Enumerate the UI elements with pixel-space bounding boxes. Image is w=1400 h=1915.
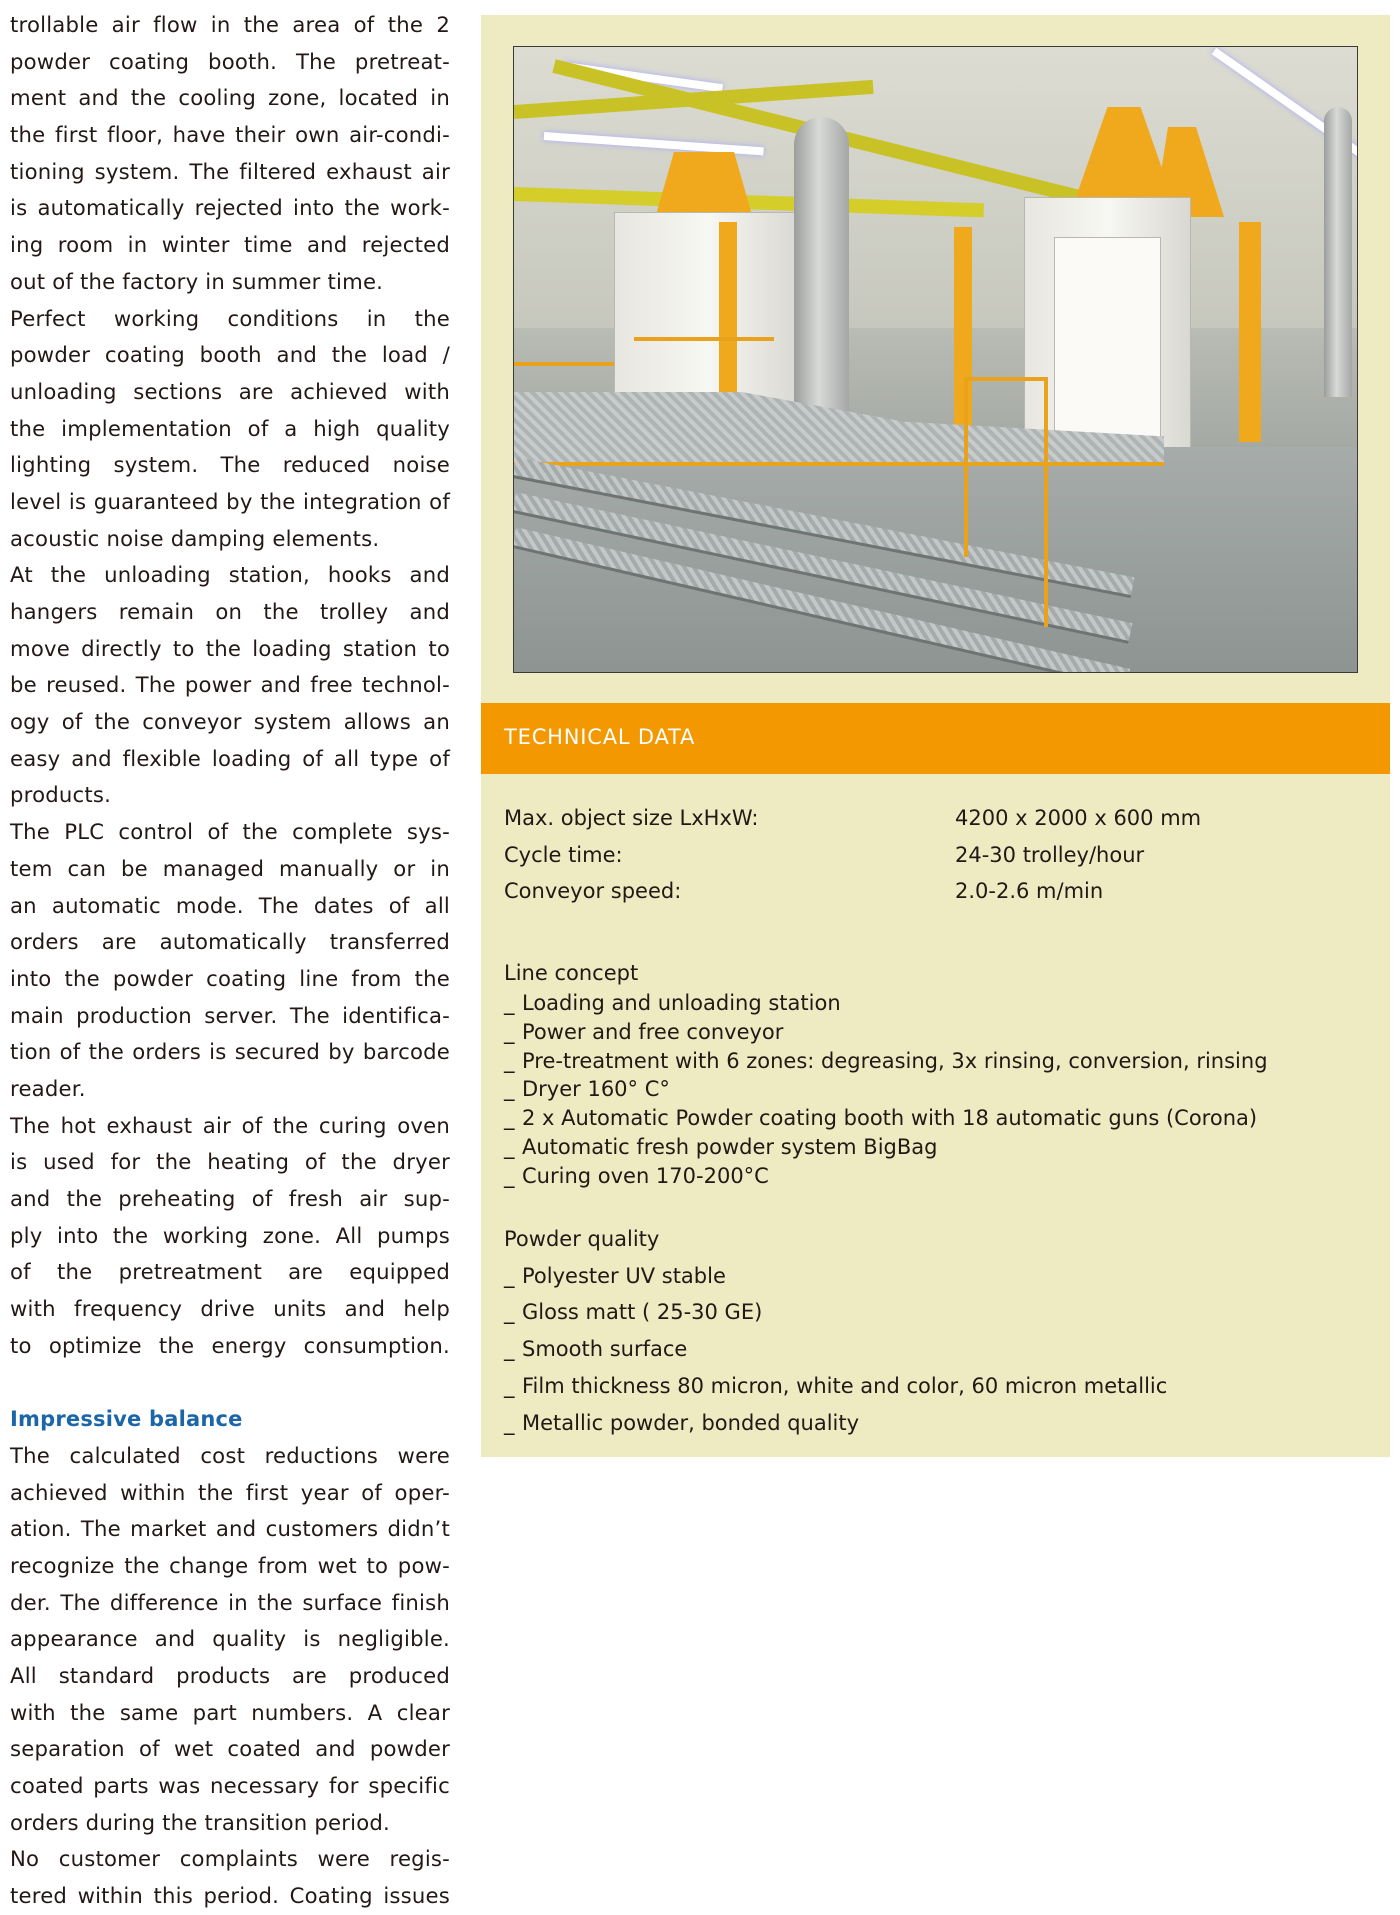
- booth-column: [719, 222, 737, 412]
- underscore-bullet-icon: _: [504, 990, 515, 1015]
- body-line: tem can be managed manually or in: [10, 855, 450, 881]
- line-concept-item: [504, 989, 1268, 1018]
- item-text: Power and free conveyor: [522, 1019, 784, 1044]
- body-line: achieved within the first year of oper-: [10, 1479, 450, 1505]
- body-line: level is guaranteed by the integration of: [10, 488, 450, 514]
- item-text: Film thickness 80 micron, white and color, 60 micron metallic: [522, 1373, 1168, 1398]
- body-line: products.: [10, 782, 112, 808]
- body-line: into the powder coating line from the: [10, 965, 450, 991]
- body-line: acoustic noise damping elements.: [10, 525, 380, 551]
- body-line: with frequency drive units and help: [10, 1296, 450, 1322]
- body-line: ment and the cooling zone, located in: [10, 85, 450, 111]
- body-line: powder coating booth and the load /: [10, 342, 450, 368]
- body-line: ing room in winter time and rejected: [10, 232, 450, 258]
- underscore-bullet-icon: _: [504, 1410, 515, 1435]
- powder-quality-title: Powder quality: [504, 1227, 660, 1251]
- underscore-bullet-icon: _: [504, 1106, 515, 1131]
- powder-quality-item: [504, 1368, 1167, 1405]
- body-line: No customer complaints were regis-: [10, 1846, 450, 1872]
- line-concept-item: [504, 1133, 1268, 1162]
- item-text: Smooth surface: [522, 1337, 688, 1362]
- line-concept-item: [504, 1047, 1268, 1076]
- body-line: an automatic mode. The dates of all: [10, 892, 450, 918]
- spec-value: 24-30 trolley/hour: [955, 842, 1145, 867]
- spec-row: [504, 837, 1364, 874]
- underscore-bullet-icon: _: [504, 1373, 515, 1398]
- railing-post: [964, 377, 968, 557]
- underscore-bullet-icon: _: [504, 1135, 515, 1160]
- technical-data-title: TECHNICAL DATA: [504, 725, 696, 749]
- item-text: Dryer 160° C°: [522, 1077, 670, 1102]
- line-concept-title: Line concept: [504, 961, 639, 985]
- body-line: is used for the heating of the dryer: [10, 1149, 450, 1175]
- body-line: of the pretreatment are equipped: [10, 1259, 450, 1285]
- powder-quality-item: [504, 1405, 1167, 1442]
- body-line: The hot exhaust air of the curing oven: [10, 1112, 450, 1138]
- underscore-bullet-icon: _: [504, 1019, 515, 1044]
- body-line: easy and flexible loading of all type of: [10, 745, 450, 771]
- exhaust-duct: [794, 117, 849, 447]
- body-line: and the preheating of fresh air sup-: [10, 1186, 450, 1211]
- body-line: tered within this period. Coating issues: [10, 1883, 450, 1909]
- body-line: ogy of the conveyor system allows an: [10, 709, 450, 735]
- underscore-bullet-icon: _: [504, 1077, 515, 1102]
- item-text: Polyester UV stable: [522, 1263, 726, 1288]
- item-text: Metallic powder, bonded quality: [522, 1410, 860, 1435]
- line-concept-item: [504, 1162, 1268, 1191]
- body-line: reader.: [10, 1075, 86, 1101]
- body-line: trollable air flow in the area of the 2: [10, 12, 450, 37]
- powder-quality-item: [504, 1258, 1167, 1295]
- body-line: ation. The market and customers didn’t: [10, 1516, 450, 1542]
- line-concept-item: [504, 1104, 1268, 1133]
- spec-label: Cycle time:: [504, 842, 623, 867]
- item-text: Pre-treatment with 6 zones: degreasing, 3x rinsing, conversion, rinsing: [522, 1048, 1268, 1073]
- technical-data-panel: [481, 15, 1390, 1457]
- body-line: der. The difference in the surface finish: [10, 1589, 450, 1615]
- body-line: The PLC control of the complete sys-: [10, 819, 450, 845]
- railing-top: [514, 362, 614, 366]
- line-concept-item: [504, 1018, 1268, 1047]
- body-line: is automatically rejected into the work-: [10, 195, 450, 221]
- powder-quality-item: [504, 1331, 1167, 1368]
- item-text: 2 x Automatic Powder coating booth with 18 automatic guns (Corona): [522, 1106, 1258, 1131]
- body-line: appearance and quality is negligible.: [10, 1626, 450, 1652]
- booth-column: [1239, 222, 1261, 442]
- underscore-bullet-icon: _: [504, 1263, 515, 1288]
- body-line: lighting system. The reduced noise: [10, 452, 450, 478]
- body-line: orders are automatically transferred: [10, 929, 450, 955]
- body-line: the implementation of a high quality: [10, 415, 450, 441]
- body-line: orders during the transition period.: [10, 1809, 390, 1835]
- body-line: with the same part numbers. A clear: [10, 1699, 450, 1725]
- body-line: unloading sections are achieved with: [10, 378, 450, 404]
- body-line: All standard products are produced: [10, 1662, 450, 1688]
- item-text: Gloss matt ( 25-30 GE): [522, 1300, 763, 1325]
- body-line: to optimize the energy consumption.: [10, 1332, 450, 1358]
- item-text: Curing oven 170-200°C: [522, 1164, 769, 1189]
- line-concept-item: [504, 1075, 1268, 1104]
- railing-top: [964, 377, 1044, 381]
- spec-label: Conveyor speed:: [504, 879, 682, 904]
- underscore-bullet-icon: _: [504, 1048, 515, 1073]
- body-line: At the unloading station, hooks and: [10, 562, 450, 588]
- item-text: Automatic fresh powder system BigBag: [522, 1135, 938, 1160]
- underscore-bullet-icon: _: [504, 1337, 515, 1362]
- body-line: out of the factory in summer time.: [10, 268, 384, 294]
- body-line: move directly to the loading station to: [10, 635, 450, 661]
- powder-coating-line-photo: [513, 46, 1358, 673]
- spec-table: [504, 800, 1364, 910]
- item-text: Loading and unloading station: [522, 990, 841, 1015]
- exhaust-duct: [1324, 107, 1352, 397]
- spec-row: [504, 800, 1364, 837]
- paragraph-spacer: [10, 1364, 450, 1401]
- body-text-column: [10, 7, 450, 1915]
- line-concept-section: [504, 955, 1268, 1191]
- powder-quality-item: [504, 1294, 1167, 1331]
- body-line: powder coating booth. The pretreat-: [10, 48, 450, 74]
- technical-data-header: [481, 703, 1390, 774]
- body-line: separation of wet coated and powder: [10, 1736, 450, 1762]
- body-line: coated parts was necessary for specific: [10, 1773, 450, 1798]
- powder-quality-section: [504, 1221, 1167, 1441]
- body-line: The calculated cost reductions were: [10, 1442, 450, 1468]
- spec-label: Max. object size LxHxW:: [504, 806, 759, 830]
- booth-column: [954, 227, 972, 427]
- railing-top: [634, 337, 774, 341]
- underscore-bullet-icon: _: [504, 1300, 515, 1325]
- spec-row: [504, 873, 1364, 910]
- body-line: the first floor, have their own air-condi-: [10, 122, 450, 148]
- body-line: ply into the working zone. All pumps: [10, 1222, 450, 1248]
- body-line: recognize the change from wet to pow-: [10, 1552, 450, 1578]
- underscore-bullet-icon: _: [504, 1164, 515, 1189]
- section-heading: Impressive balance: [10, 1407, 243, 1432]
- body-line: tion of the orders is secured by barcode: [10, 1039, 450, 1065]
- spec-value: 2.0-2.6 m/min: [955, 879, 1104, 904]
- body-line: hangers remain on the trolley and: [10, 599, 450, 624]
- body-line: be reused. The power and free technol-: [10, 672, 450, 698]
- spec-value: 4200 x 2000 x 600 mm: [955, 806, 1202, 830]
- body-line: Perfect working conditions in the: [10, 305, 450, 331]
- body-line: main production server. The identifica-: [10, 1002, 450, 1028]
- body-line: tioning system. The filtered exhaust air: [10, 158, 450, 184]
- railing-post: [1044, 377, 1048, 627]
